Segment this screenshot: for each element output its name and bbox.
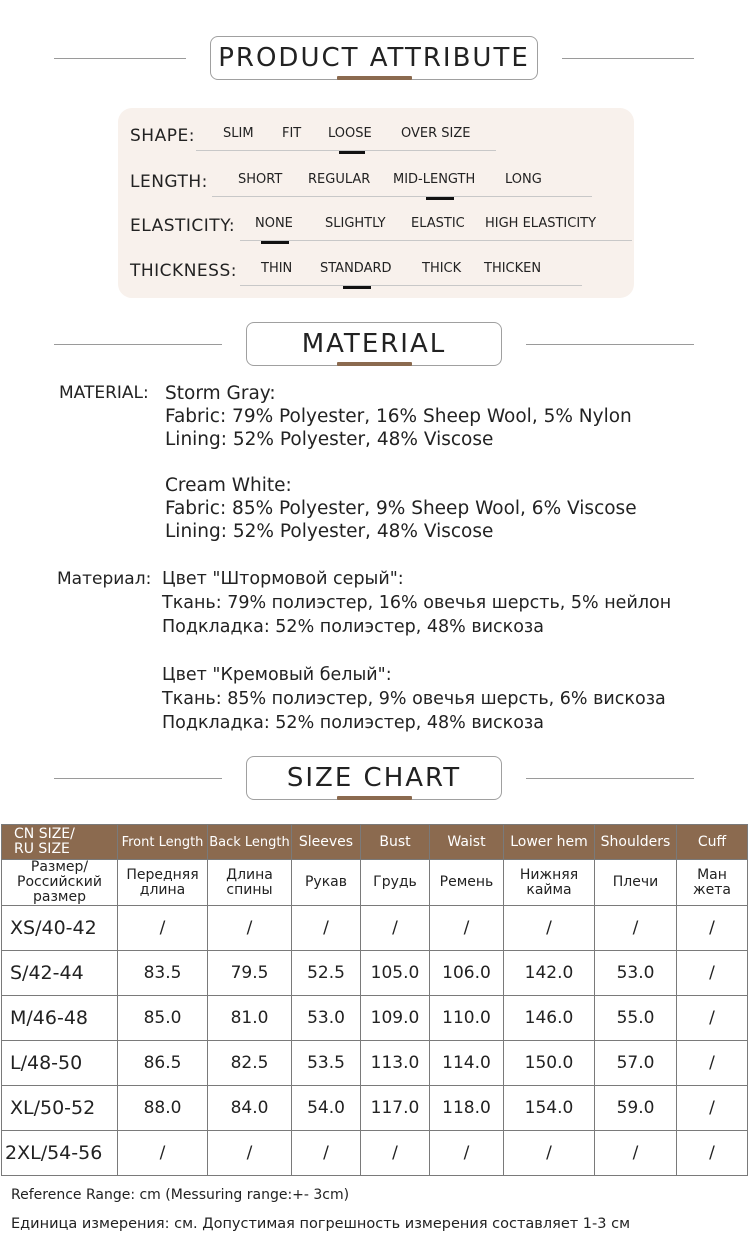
measurement-cell: / — [677, 996, 748, 1041]
attribute-option: HIGH ELASTICITY — [485, 216, 597, 231]
table-row — [2, 951, 748, 996]
header-text: спины — [226, 881, 273, 898]
measurement-cell: / — [118, 1131, 208, 1176]
table-header-row-ru — [2, 860, 748, 906]
measurement-cell: / — [430, 1131, 504, 1176]
measurement-cell: / — [677, 951, 748, 996]
size-rows — [2, 906, 748, 1176]
material-header — [0, 322, 750, 372]
size-chart-header — [0, 756, 750, 806]
column-header-ru — [292, 860, 361, 906]
measurement-cell: 86.5 — [118, 1041, 208, 1086]
measurement-note-ru: Единица измерения: см. Допустимая погрешность измерения составляет 1-3 см — [11, 1216, 631, 1232]
measurement-cell: 85.0 — [118, 996, 208, 1041]
column-header-ru — [595, 860, 677, 906]
lining-composition: Lining: 52% Polyester, 48% Viscose — [165, 429, 494, 450]
measurement-cell: / — [361, 1131, 430, 1176]
table-row — [2, 1086, 748, 1131]
header-text: размер — [33, 889, 86, 905]
attribute-option: SLIM — [223, 126, 254, 141]
attribute-option: SHORT — [238, 172, 283, 187]
measurement-cell: / — [292, 906, 361, 951]
fabric-composition: Fabric: 79% Polyester, 16% Sheep Wool, 5% Nylon — [165, 406, 632, 427]
lining-composition: Подкладка: 52% полиэстер, 48% вискоза — [162, 617, 544, 637]
measurement-cell: 146.0 — [504, 996, 595, 1041]
measurement-cell: / — [292, 1131, 361, 1176]
measurement-cell: / — [595, 906, 677, 951]
measurement-cell: / — [118, 906, 208, 951]
header-text: Плечи — [612, 874, 659, 890]
size-cell: XL/50-52 — [2, 1086, 118, 1131]
attribute-rule — [240, 240, 632, 241]
fabric-composition: Ткань: 85% полиэстер, 9% овечья шерсть, 6% вискоза — [162, 689, 666, 709]
header-text: Грудь — [373, 874, 417, 890]
section-title: SIZE CHART — [246, 756, 502, 800]
header-text: длина — [139, 881, 186, 898]
measurement-cell: 53.0 — [595, 951, 677, 996]
attribute-option: FIT — [282, 126, 302, 141]
table-row — [2, 996, 748, 1041]
attribute-label: ELASTICITY: — [130, 216, 236, 236]
measurement-cell: 88.0 — [118, 1086, 208, 1131]
measurement-cell: 53.0 — [292, 996, 361, 1041]
measurement-cell: / — [361, 906, 430, 951]
column-header-ru — [208, 860, 292, 906]
attribute-label: LENGTH: — [130, 172, 208, 192]
material-label: Материал: — [57, 569, 152, 589]
lining-composition: Lining: 52% Polyester, 48% Viscose — [165, 521, 494, 542]
size-column-header — [2, 825, 118, 860]
title-accent-bar — [337, 796, 412, 800]
measurement-cell: 109.0 — [361, 996, 430, 1041]
attribute-option: SLIGHTLY — [325, 216, 386, 231]
measurement-cell: / — [430, 906, 504, 951]
title-accent-bar — [337, 76, 412, 80]
attribute-option: REGULAR — [308, 172, 371, 187]
selected-marker — [339, 151, 365, 154]
measurement-cell: 82.5 — [208, 1041, 292, 1086]
size-chart-table — [1, 824, 748, 1176]
table-header-row-en — [2, 825, 748, 860]
product-attributes-panel — [118, 108, 634, 298]
measurement-cell: 106.0 — [430, 951, 504, 996]
column-header-ru — [677, 860, 748, 906]
size-column-header-ru — [2, 860, 118, 906]
column-header: Front Length — [118, 825, 208, 860]
measurement-cell: 114.0 — [430, 1041, 504, 1086]
table-row — [2, 1131, 748, 1176]
column-header: Cuff — [677, 825, 748, 860]
measurement-cell: 59.0 — [595, 1086, 677, 1131]
section-title: PRODUCT ATTRIBUTE — [210, 36, 538, 80]
table-row — [2, 906, 748, 951]
header-text: Длина — [226, 866, 273, 883]
header-text: CN SIZE/ — [14, 826, 75, 842]
measurement-cell: 118.0 — [430, 1086, 504, 1131]
measurement-cell: / — [677, 1131, 748, 1176]
selected-marker — [343, 286, 371, 289]
color-name: Цвет "Штормовой серый": — [162, 569, 404, 589]
attribute-label: SHAPE: — [130, 126, 195, 146]
measurement-cell: / — [677, 906, 748, 951]
size-cell: L/48-50 — [2, 1041, 118, 1086]
measurement-cell: 117.0 — [361, 1086, 430, 1131]
column-header-ru — [361, 860, 430, 906]
measurement-cell: 83.5 — [118, 951, 208, 996]
attribute-option-selected: NONE — [255, 216, 293, 231]
lining-composition: Подкладка: 52% полиэстер, 48% вискоза — [162, 713, 544, 733]
size-cell: XS/40-42 — [2, 906, 118, 951]
measurement-cell: 54.0 — [292, 1086, 361, 1131]
header-text: RU SIZE — [14, 841, 70, 857]
attribute-option-selected: LOOSE — [328, 126, 372, 141]
column-header: Waist — [430, 825, 504, 860]
attribute-rule — [240, 285, 582, 286]
title-accent-bar — [337, 362, 412, 366]
selected-marker — [426, 197, 454, 200]
column-header: Sleeves — [292, 825, 361, 860]
color-name: Цвет "Кремовый белый": — [162, 665, 392, 685]
attribute-option: OVER SIZE — [401, 126, 471, 141]
attribute-option: LONG — [505, 172, 542, 187]
column-header-ru — [430, 860, 504, 906]
attribute-rule — [212, 196, 592, 197]
header-divider-left — [54, 778, 222, 779]
section-title: MATERIAL — [246, 322, 502, 366]
attribute-option-selected: MID-LENGTH — [393, 172, 476, 187]
table-row — [2, 1041, 748, 1086]
column-header: Bust — [361, 825, 430, 860]
column-header-ru — [504, 860, 595, 906]
header-divider-left — [54, 58, 186, 59]
size-cell: S/42-44 — [2, 951, 118, 996]
header-text: Размер/ — [30, 859, 89, 875]
fabric-composition: Fabric: 85% Polyester, 9% Sheep Wool, 6% Viscose — [165, 498, 637, 519]
column-header: Lower hem — [504, 825, 595, 860]
measurement-cell: 105.0 — [361, 951, 430, 996]
column-header-ru — [118, 860, 208, 906]
fabric-composition: Ткань: 79% полиэстер, 16% овечья шерсть, 5% нейлон — [162, 593, 672, 613]
measurement-cell: / — [504, 906, 595, 951]
size-cell: M/46-48 — [2, 996, 118, 1041]
measurement-cell: 57.0 — [595, 1041, 677, 1086]
measurement-cell: 55.0 — [595, 996, 677, 1041]
measurement-cell: 79.5 — [208, 951, 292, 996]
measurement-cell: / — [677, 1086, 748, 1131]
measurement-cell: 113.0 — [361, 1041, 430, 1086]
attribute-option: ELASTIC — [411, 216, 465, 231]
color-name: Storm Gray: — [165, 383, 276, 404]
measurement-cell: / — [208, 906, 292, 951]
header-text: Нижняя — [519, 866, 579, 883]
size-cell: 2XL/54-56 — [2, 1131, 118, 1176]
header-divider-right — [526, 778, 694, 779]
attribute-option: THIN — [261, 261, 293, 276]
selected-marker — [261, 241, 289, 244]
header-text: Ремень — [439, 874, 494, 890]
header-text: Ман — [697, 866, 727, 883]
measurement-cell: 150.0 — [504, 1041, 595, 1086]
header-text: Передняя — [126, 866, 199, 883]
measurement-cell: 84.0 — [208, 1086, 292, 1131]
attribute-option: THICKEN — [484, 261, 542, 276]
header-divider-right — [526, 344, 694, 345]
measurement-cell: / — [504, 1131, 595, 1176]
product-attribute-header — [0, 36, 750, 86]
measurement-cell: / — [595, 1131, 677, 1176]
header-text: Российский — [17, 874, 102, 890]
header-text: жета — [693, 881, 731, 898]
attribute-label: THICKNESS: — [130, 261, 237, 281]
measurement-cell: 142.0 — [504, 951, 595, 996]
material-label: MATERIAL: — [59, 383, 149, 403]
attribute-option-selected: STANDARD — [320, 261, 392, 276]
measurement-cell: / — [677, 1041, 748, 1086]
header-text: кайма — [526, 881, 572, 898]
measurement-cell: 110.0 — [430, 996, 504, 1041]
reference-range-note: Reference Range: cm (Messuring range:+- 3cm) — [11, 1187, 350, 1203]
header-divider-right — [562, 58, 694, 59]
measurement-cell: 53.5 — [292, 1041, 361, 1086]
column-header: Back Length — [208, 825, 292, 860]
attribute-option: THICK — [422, 261, 462, 276]
header-text: Рукав — [304, 874, 347, 890]
measurement-cell: 154.0 — [504, 1086, 595, 1131]
measurement-cell: / — [208, 1131, 292, 1176]
header-divider-left — [54, 344, 222, 345]
measurement-cell: 81.0 — [208, 996, 292, 1041]
color-name: Cream White: — [165, 475, 292, 496]
column-header: Shoulders — [595, 825, 677, 860]
measurement-cell: 52.5 — [292, 951, 361, 996]
